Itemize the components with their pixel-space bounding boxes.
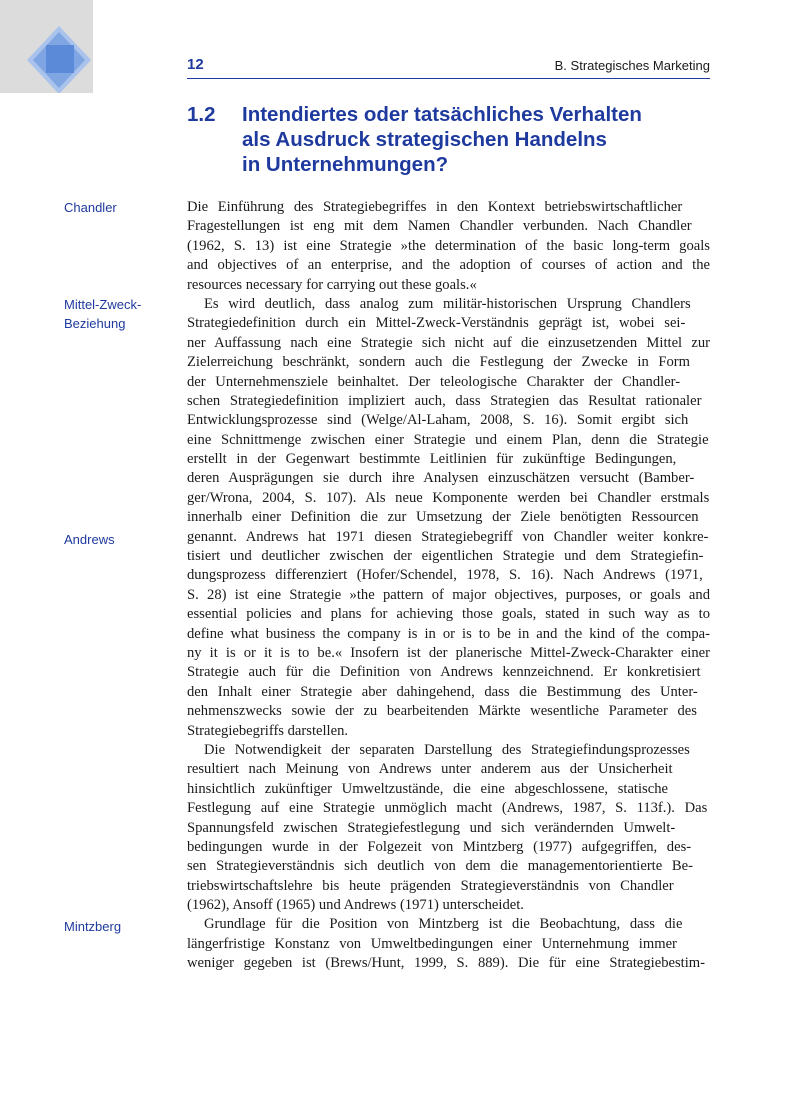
page-corner-decoration <box>0 0 93 93</box>
body-line: (1962, S. 13) ist eine Strategie »the determination of the basic long-term goals <box>187 237 710 254</box>
body-line: Die Einführung des Strategiebegriffes in den Kontext betriebswirtschaftlicher <box>187 199 683 215</box>
body-line: Entwicklungsprozesse sind (Welge/Al-Laham, 2008, S. 16). Somit ergibt sich <box>187 412 689 429</box>
body-line: tisiert und deutlicher zwischen der eigentlichen Strategie und dem Strategiefin- <box>187 548 704 565</box>
section-title-line: Intendiertes oder tatsächliches Verhalten <box>242 103 642 126</box>
body-line: resultiert nach Meinung von Andrews unter anderem aus der Unsicherheit <box>187 761 673 778</box>
body-line: weniger gegeben ist (Brews/Hunt, 1999, S. 889). Die für eine Strategiebestim- <box>187 955 705 972</box>
body-line: innerhalb einer Definition die zur Umsetzung der Ziele benötigten Ressourcen <box>187 509 699 526</box>
margin-note-chandler <box>64 198 174 217</box>
body-line: Zielerreichung beschränkt, sondern auch die Festlegung der Zwecke in Form <box>187 354 691 371</box>
margin-note-line: Andrews <box>64 532 115 547</box>
margin-note-line: Beziehung <box>64 316 126 331</box>
body-line: Strategie auch für die Definition von Andrews kennzeichnend. Er konkretisiert <box>187 664 701 681</box>
body-line: erstellt in der Gegenwart bestimmte Leitlinien für zukünftige Bedingungen, <box>187 451 677 468</box>
section-title-line: als Ausdruck strategischen Handelns <box>242 128 607 151</box>
body-line: Grundlage für die Position von Mintzberg ist die Beobachtung, dass die <box>204 916 683 933</box>
body-line: S. 28) ist eine Strategie »the pattern of major objectives, purposes, or goals and <box>187 586 710 603</box>
body-line: sen Strategieverständnis sich deutlich von dem die managementorientierte Be- <box>187 858 693 875</box>
margin-note-line: Mittel-Zweck- <box>64 297 142 312</box>
body-line: Spannungsfeld zwischen Strategiefestlegung und sich verändernden Umwelt- <box>187 819 676 836</box>
body-line: Es wird deutlich, dass analog zum militär-historischen Ursprung Chandlers <box>204 295 691 312</box>
body-line: dungsprozess differenziert (Hofer/Schendel, 1978, S. 16). Nach Andrews (1971, <box>187 567 703 584</box>
margin-note-line: Mintzberg <box>64 919 122 934</box>
body-line: ger/Wrona, 2004, S. 107). Als neue Komponente werden bei Chandler erstmals <box>187 489 710 506</box>
page-number: 12 <box>187 56 204 73</box>
body-line: Strategiebegriffs darstellen. <box>187 722 349 739</box>
body-line: Die Notwendigkeit der separaten Darstellung des Strategiefindungsprozesses <box>204 741 690 758</box>
section-number: 1.2 <box>187 103 216 126</box>
chapter-title: B. Strategisches Marketing <box>554 58 710 73</box>
body-line: hinsichtlich zukünftiger Umweltzustände, die eine abgeschlossene, statische <box>187 780 668 797</box>
body-line: essential policies and plans for achieving those goals, stated in such way as to <box>187 606 710 623</box>
body-line: genannt. Andrews hat 1971 diesen Strategiebegriff von Chandler weiter konkre- <box>187 528 709 545</box>
body-text <box>187 198 710 974</box>
body-line: Festlegung auf eine Strategie unmöglich macht (Andrews, 1987, S. 113f.). Das <box>187 800 708 817</box>
body-line: eine Schnittmenge zwischen einer Strategie und einem Plan, denn die Strategie <box>187 431 709 448</box>
body-line: resources necessary for carrying out these goals.« <box>187 276 477 293</box>
body-line: längerfristige Konstanz von Umweltbedingungen einer Unternehmung immer <box>187 935 677 952</box>
body-line: deren Ausprägungen sie durch ihre Analysen einzuschätzen versucht (Bamber- <box>187 470 695 487</box>
body-line: triebswirtschaftslehre bis heute prägenden Strategieverständnis von Chandler <box>187 877 674 894</box>
body-line: define what business the company is in or is to be in and the kind of the compa- <box>187 625 710 642</box>
margin-note-line: Chandler <box>64 200 117 215</box>
body-line: Fragestellungen ist eng mit dem Namen Chandler verbunden. Nach Chandler <box>187 218 692 235</box>
body-line: (1962), Ansoff (1965) und Andrews (1971) unterscheidet. <box>187 897 524 914</box>
body-line: bedingungen wurde in der Folgezeit von Mintzberg (1977) aufgegriffen, des- <box>187 838 692 855</box>
margin-note-andrews <box>64 530 174 549</box>
body-line: and objectives of an enterprise, and the adoption of courses of action and the <box>187 257 710 274</box>
margin-note-mittel-zweck <box>64 295 174 333</box>
body-line: schen Strategiedefinition impliziert auch, dass Strategien das Resultat rationaler <box>187 392 702 409</box>
running-header <box>187 54 710 79</box>
section-title <box>242 102 722 177</box>
body-line: ner Auffassung nach eine Strategie sich nicht auf die einzusetzenden Mittel zur <box>187 334 710 351</box>
margin-note-mintzberg <box>64 917 174 936</box>
body-line: den Inhalt einer Strategie aber dahingehend, dass die Bestimmung des Unter- <box>187 683 698 700</box>
body-line: nehmenszwecks sowie der zu bearbeitenden Märkte wesentliche Parameter des <box>187 703 697 720</box>
section-title-line: in Unternehmungen? <box>242 153 449 176</box>
diamond-icon <box>0 0 93 93</box>
body-line: der Unternehmensziele beinhaltet. Der teleologische Charakter der Chandler- <box>187 373 681 390</box>
body-line: Strategiedefinition durch ein Mittel-Zweck-Verständnis geprägt ist, wobei sei- <box>187 315 686 332</box>
body-line: ny it is or it is to be.« Insofern ist der planerische Mittel-Zweck-Charakter einer <box>187 644 710 661</box>
